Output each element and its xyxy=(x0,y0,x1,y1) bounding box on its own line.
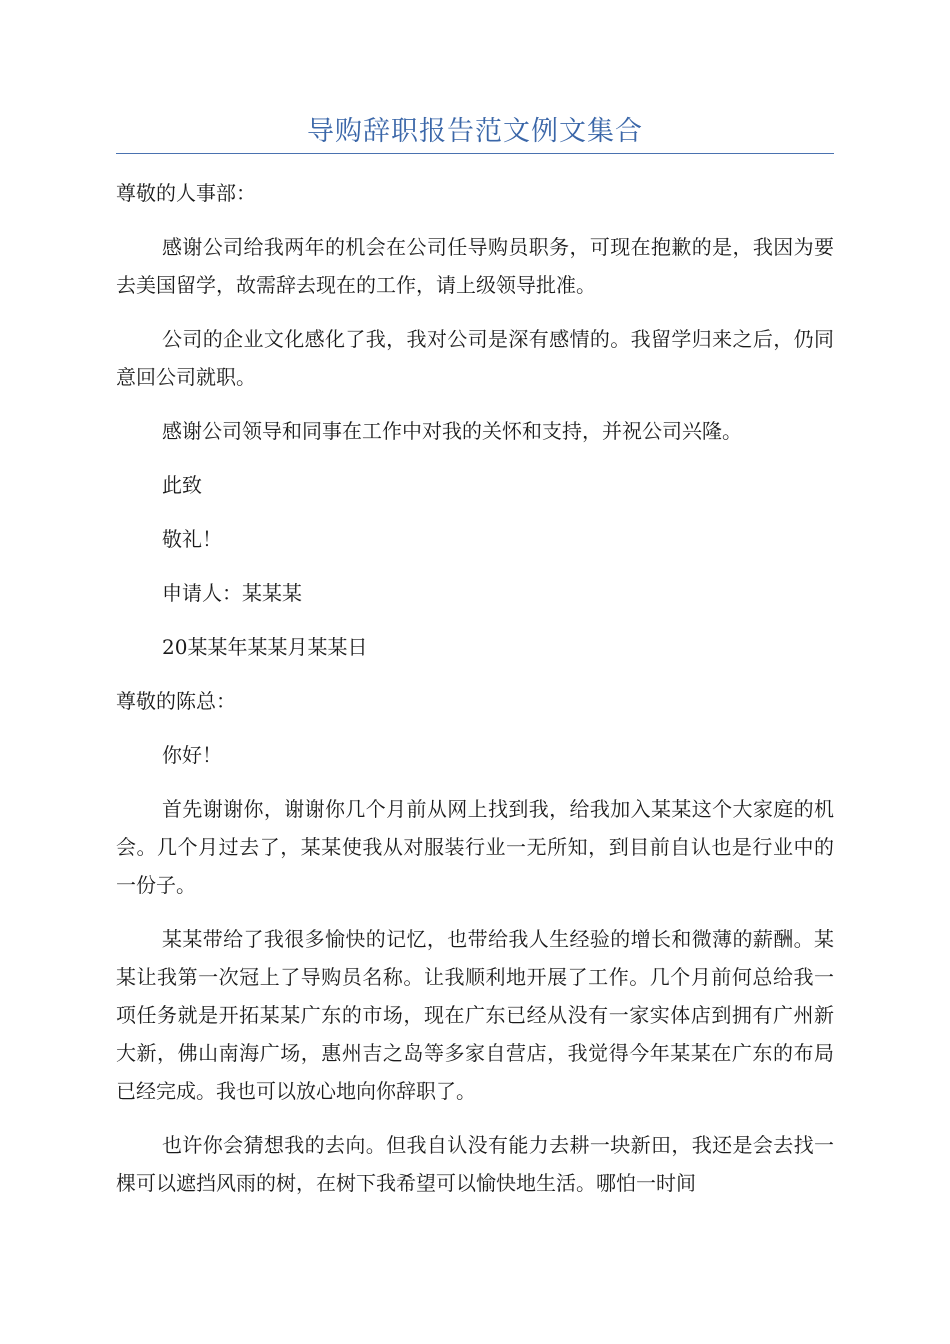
date-line: 20某某年某某月某某日 xyxy=(162,635,368,659)
body-paragraph: 感谢公司给我两年的机会在公司任导购员职务，可现在抱歉的是，我因为要去美国留学，故需辞去现在的工作，请上级领导批准。 xyxy=(116,235,834,297)
body-paragraph: 公司的企业文化感化了我，我对公司是深有感情的。我留学归来之后，仍同意回公司就职。 xyxy=(116,327,834,389)
body-paragraph: 感谢公司领导和同事在工作中对我的关怀和支持，并祝公司兴隆。 xyxy=(162,419,742,443)
document-title: 导购辞职报告范文例文集合 xyxy=(307,116,643,147)
salutation: 尊敬的陈总： xyxy=(116,689,236,713)
greeting-line: 你好！ xyxy=(162,743,222,767)
closing-line: 敬礼！ xyxy=(162,527,222,551)
body-paragraph: 也许你会猜想我的去向。但我自认没有能力去耕一块新田，我还是会去找一棵可以遮挡风雨的树，在树下我希望可以愉快地生活。哪怕一时间 xyxy=(116,1133,834,1195)
body-paragraph: 首先谢谢你，谢谢你几个月前从网上找到我，给我加入某某这个大家庭的机会。几个月过去了，某某使我从对服装行业一无所知，到目前自认也是行业中的一份子。 xyxy=(116,797,834,897)
signature-line: 申请人：某某某 xyxy=(162,581,302,605)
closing-line: 此致 xyxy=(162,473,202,497)
title-underline xyxy=(116,153,834,154)
salutation: 尊敬的人事部： xyxy=(116,181,256,205)
document-body xyxy=(116,174,834,1218)
body-paragraph: 某某带给了我很多愉快的记忆，也带给我人生经验的增长和微薄的薪酬。某某让我第一次冠上了导购员名称。让我顺利地开展了工作。几个月前何总给我一项任务就是开拓某某广东的市场，现在广东已经从没有一家实体店到拥有广州新大新，佛山南海广场，惠州吉之岛等多家自营店，我觉得今年某某在广东的布局已经完成。我也可以放心地向你辞职了。 xyxy=(116,927,834,1103)
